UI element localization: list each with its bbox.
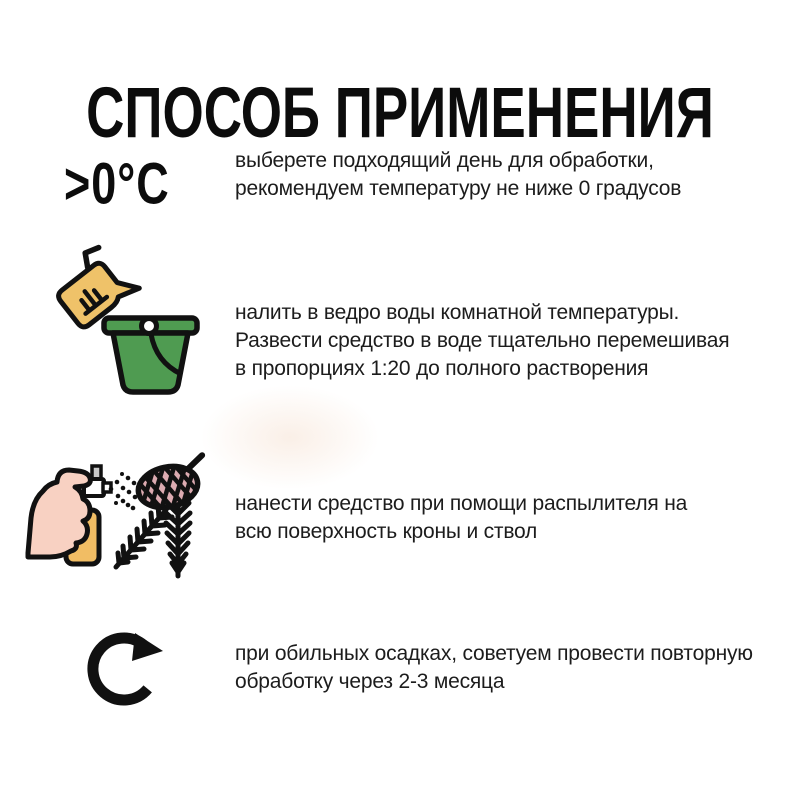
bucket-handle-pivot — [142, 319, 157, 334]
pine-branch-diagonal — [116, 505, 172, 567]
text-line: в пропорциях 1:20 до полного растворения — [235, 357, 649, 380]
hand-sprayer-conifer-branch-icon — [26, 456, 218, 588]
measuring-cup-pouring-into-bucket-icon — [54, 246, 202, 398]
text-line: обработку через 2-3 месяца — [235, 670, 505, 693]
pine-cone-icon — [134, 455, 212, 513]
page-title: СПОСОБ ПРИМЕНЕНИЯ — [86, 72, 714, 153]
text-line: выберете подходящий день для обработки, — [235, 149, 654, 172]
temperature-above-zero-text: >0°C — [64, 150, 170, 217]
step-spray-text — [235, 490, 687, 546]
hand-icon — [28, 470, 90, 557]
spray-mist-dots — [109, 472, 138, 510]
step-repeat-text — [235, 640, 753, 696]
text-line: налить в ведро воды комнатной температуры. — [235, 301, 680, 324]
pine-branch-vertical — [166, 503, 190, 576]
faded-watermark-smudge — [200, 385, 380, 490]
text-line: Развести средство в воде тщательно перемешивая — [235, 329, 730, 352]
cone-stem — [186, 455, 204, 468]
text-line: при обильных осадках, советуем провести повторную — [235, 642, 753, 665]
step-choose-day-text — [235, 147, 681, 203]
text-line: рекомендуем температуру не ниже 0 градусов — [235, 177, 682, 200]
step-dilute-text — [235, 299, 729, 383]
text-line: всю поверхность кроны и ствол — [235, 520, 538, 543]
repeat-arrow-icon — [84, 626, 166, 716]
text-line: нанести средство при помощи распылителя на — [235, 492, 688, 515]
bucket-icon — [104, 318, 197, 392]
arrowhead — [132, 633, 163, 661]
